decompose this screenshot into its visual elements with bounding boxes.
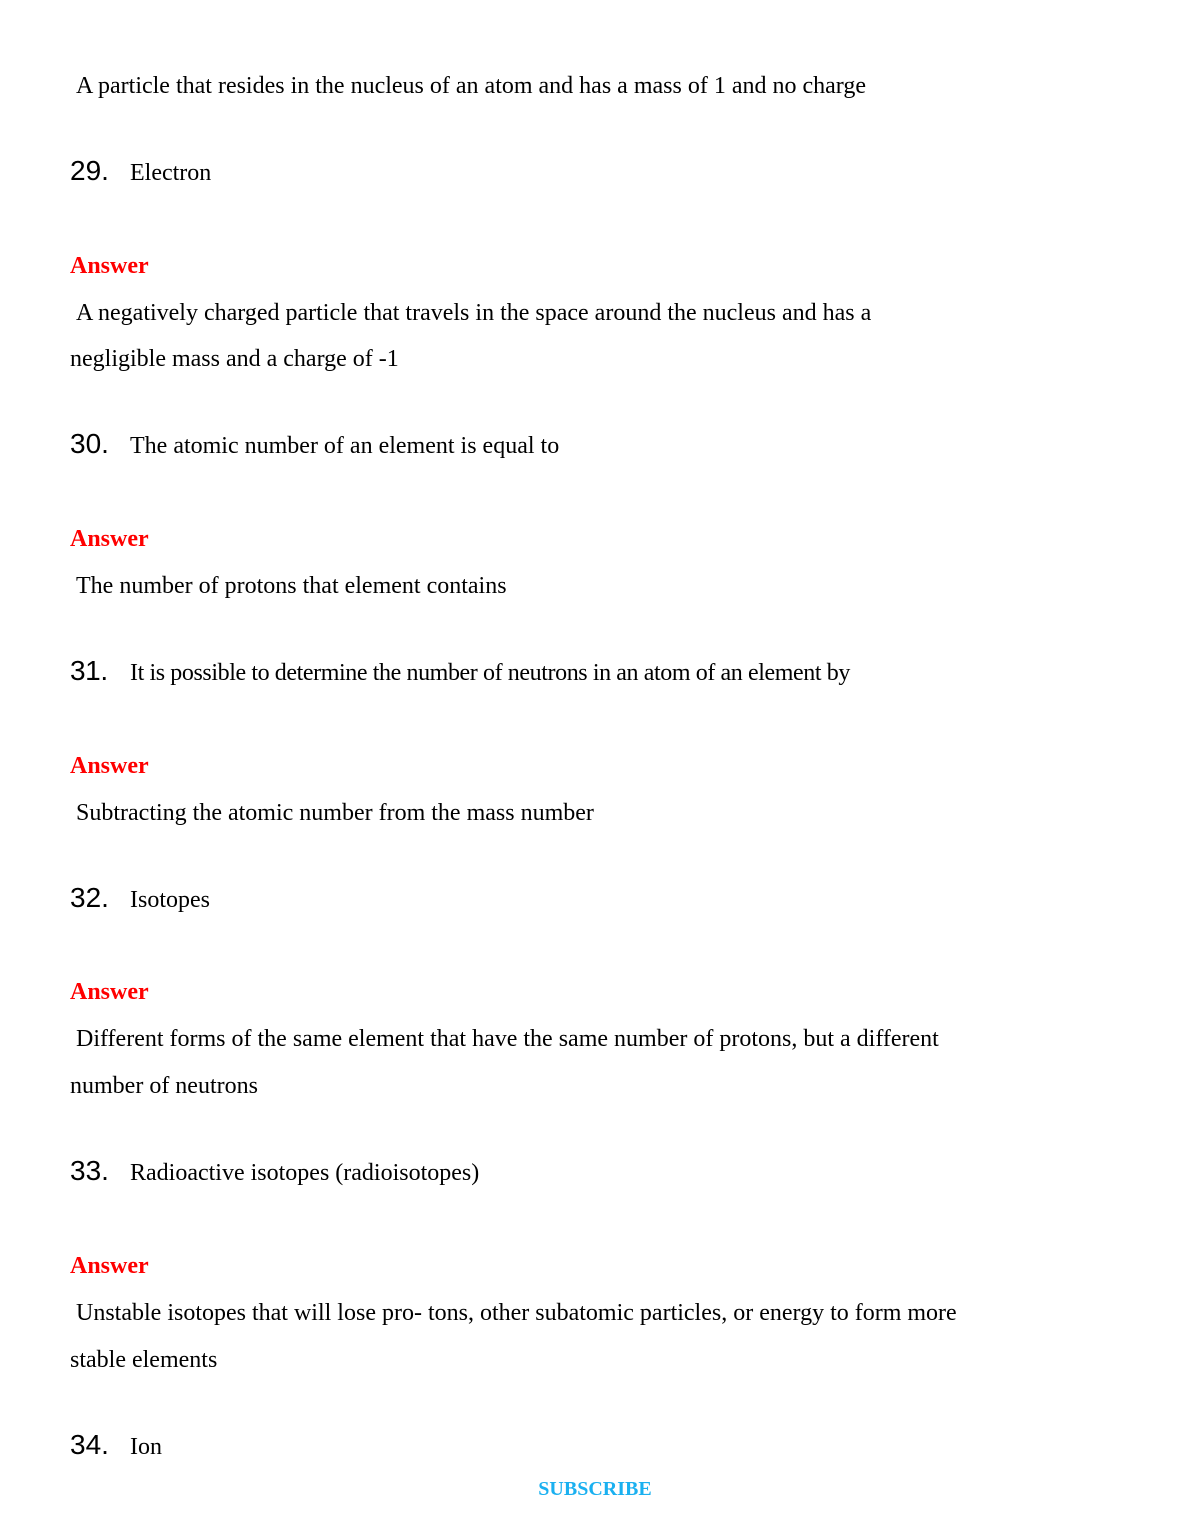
answer-text: The number of protons that element contains — [76, 573, 507, 599]
answer-text: Unstable isotopes that will lose pro- tons, other subatomic particles, or energy to form more — [76, 1300, 957, 1326]
question-31 — [70, 656, 850, 688]
question-32 — [70, 883, 210, 915]
question-number: 33. — [70, 1155, 109, 1186]
question-number: 29. — [70, 155, 109, 186]
answer-label: Answer — [70, 1253, 149, 1279]
question-29 — [70, 156, 211, 188]
question-number: 32. — [70, 882, 109, 913]
answer-text: A particle that resides in the nucleus of an atom and has a mass of 1 and no charge — [76, 73, 866, 99]
question-33 — [70, 1156, 479, 1188]
answer-text: stable elements — [70, 1347, 218, 1373]
subscribe-link[interactable]: SUBSCRIBE — [538, 1478, 652, 1500]
answer-label: Answer — [70, 753, 149, 779]
question-number: 31. — [70, 655, 108, 686]
question-text: Ion — [130, 1434, 162, 1460]
answer-label: Answer — [70, 526, 149, 552]
question-text: Electron — [130, 160, 212, 186]
answer-label: Answer — [70, 253, 149, 279]
answer-label: Answer — [70, 979, 149, 1005]
answer-text: negligible mass and a charge of -1 — [70, 346, 399, 372]
answer-text: Subtracting the atomic number from the mass number — [76, 800, 594, 826]
question-34 — [70, 1430, 162, 1462]
answer-text: number of neutrons — [70, 1073, 258, 1099]
question-text: It is possible to determine the number of neutrons in an atom of an element by — [130, 660, 850, 686]
question-text: The atomic number of an element is equal to — [130, 433, 560, 459]
answer-text: A negatively charged particle that travels in the space around the nucleus and has a — [76, 300, 872, 326]
question-number: 34. — [70, 1429, 109, 1460]
question-30 — [70, 429, 559, 461]
answer-text: Different forms of the same element that have the same number of protons, but a different — [76, 1026, 939, 1052]
question-text: Isotopes — [130, 887, 210, 913]
question-text: Radioactive isotopes (radioisotopes) — [130, 1160, 480, 1186]
question-number: 30. — [70, 428, 109, 459]
